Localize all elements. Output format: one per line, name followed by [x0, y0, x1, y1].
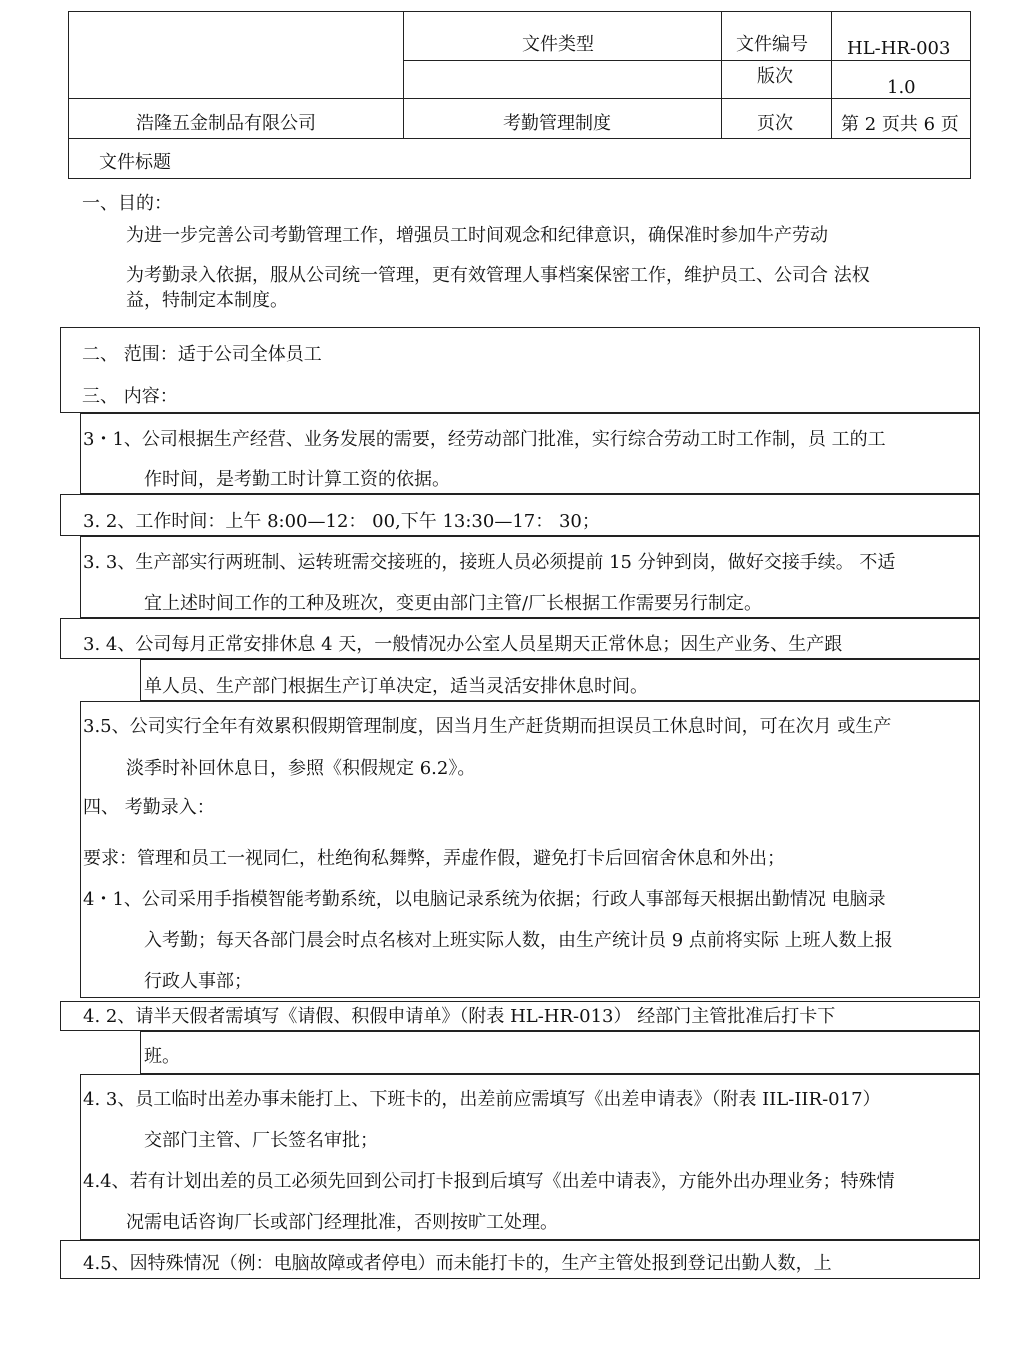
- page-label: 页次: [757, 113, 793, 134]
- version-number: 1.0: [887, 77, 916, 98]
- clause-3-1-cont: 作时间，是考勤工时计算工资的依据。: [144, 469, 450, 490]
- clause-4-4-cont: 况需电话咨询厂长或部门经理批准，否则按旷工处理。: [126, 1212, 558, 1233]
- doc-number: HL-HR-003: [847, 38, 951, 59]
- section-1-text: 为考勤录入依据，服从公司统一管理，更有效管理人事档案保密工作，维护员工、公司合 法权: [126, 265, 870, 286]
- document-title-label: 文件标题: [99, 152, 171, 173]
- doc-number-label: 文件编号: [736, 34, 808, 55]
- content-frame: [140, 1031, 980, 1074]
- clause-4-1-cont: 入考勤；每天各部门晨会时点名核对上班实际人数，由生产统计员 9 点前将实际 上班人数上报: [144, 930, 893, 951]
- clause-3-2: 3. 2、工作时间：上午 8:00—12： 00,下午 13:30—17： 30；: [83, 511, 600, 532]
- header-rule: [721, 11, 722, 138]
- header-rule: [68, 138, 971, 139]
- clause-4-2: 4. 2、请半天假者需填写《请假、积假申请单》（附表 HL-HR-013） 经部门主管批准后打卡下: [83, 1006, 836, 1027]
- clause-3-4-cont: 单人员、生产部门根据生产订单决定，适当灵活安排休息时间。: [144, 676, 648, 697]
- clause-3-5-cont: 淡季时补回休息日，参照《积假规定 6.2》。: [126, 758, 476, 779]
- clause-3-5: 3.5、公司实行全年有效累积假期管理制度，因当月生产赶货期而担误员工休息时间，可在次月 或生产: [83, 716, 892, 737]
- document-name: 考勤管理制度: [503, 113, 611, 134]
- header-table: [68, 11, 971, 179]
- company-name: 浩隆五金制品有限公司: [136, 113, 316, 134]
- header-rule: [831, 11, 832, 138]
- header-rule: [403, 11, 404, 138]
- section-1-text: 为进一步完善公司考勤管理工作，增强员工时间观念和纪律意识，确保准时参加牛产劳动: [126, 225, 828, 246]
- content-frame: [60, 327, 980, 413]
- version-label: 版次: [757, 66, 793, 87]
- header-rule: [403, 60, 971, 61]
- section-3-heading: 三、 内容：: [82, 386, 178, 407]
- clause-3-3: 3. 3、生产部实行两班制、运转班需交接班的，接班人员必须提前 15 分钟到岗，做好交接手续。 不适: [83, 552, 896, 573]
- section-1-text: 益，特制定本制度。: [126, 290, 288, 311]
- section-4-requirement: 要求：管理和员工一视同仁，杜绝徇私舞弊，弄虚作假，避免打卡后回宿舍休息和外出；: [83, 848, 785, 869]
- clause-4-1-cont: 行政人事部；: [144, 971, 252, 992]
- section-1-heading: 一、目的：: [82, 193, 172, 214]
- clause-3-1: 3・1、公司根据生产经营、业务发展的需要，经劳动部门批准，实行综合劳动工时工作制，员 工的工: [83, 429, 886, 450]
- section-4-heading: 四、 考勤录入：: [83, 797, 215, 818]
- clause-3-3-cont: 宜上述时间工作的工种及班次，变更由部门主管/厂长根据工作需要另行制定。: [144, 593, 763, 614]
- clause-4-2-cont: 班。: [144, 1046, 180, 1067]
- clause-4-3: 4. 3、员工临时出差办事未能打上、下班卡的，出差前应需填写《出差申请表》（附表 IIL-IIR-017）: [83, 1089, 881, 1110]
- section-2-scope: 二、 范围：适于公司全体员工: [82, 344, 322, 365]
- clause-4-5: 4.5、因特殊情况（例：电脑故障或者停电）而未能打卡的，生产主管处报到登记出勤人数，上: [83, 1253, 832, 1274]
- clause-4-4: 4.4、若有计划出差的员工必须先回到公司打卡报到后填写《出差中请表》，方能外出办理业务；特殊情: [83, 1171, 895, 1192]
- clause-3-4: 3. 4、公司每月正常安排休息 4 天，一般情况办公室人员星期天正常休息；因生产业务、生产跟: [83, 634, 843, 655]
- clause-4-3-cont: 交部门主管、厂长签名审批；: [144, 1130, 378, 1151]
- clause-4-1: 4・1、公司采用手指模智能考勤系统，以电脑记录系统为依据；行政人事部每天根据出勤情况 电脑录: [83, 889, 886, 910]
- page-number: 第 2 页共 6 页: [841, 114, 959, 135]
- header-rule: [68, 98, 971, 99]
- doc-type-label: 文件类型: [522, 34, 594, 55]
